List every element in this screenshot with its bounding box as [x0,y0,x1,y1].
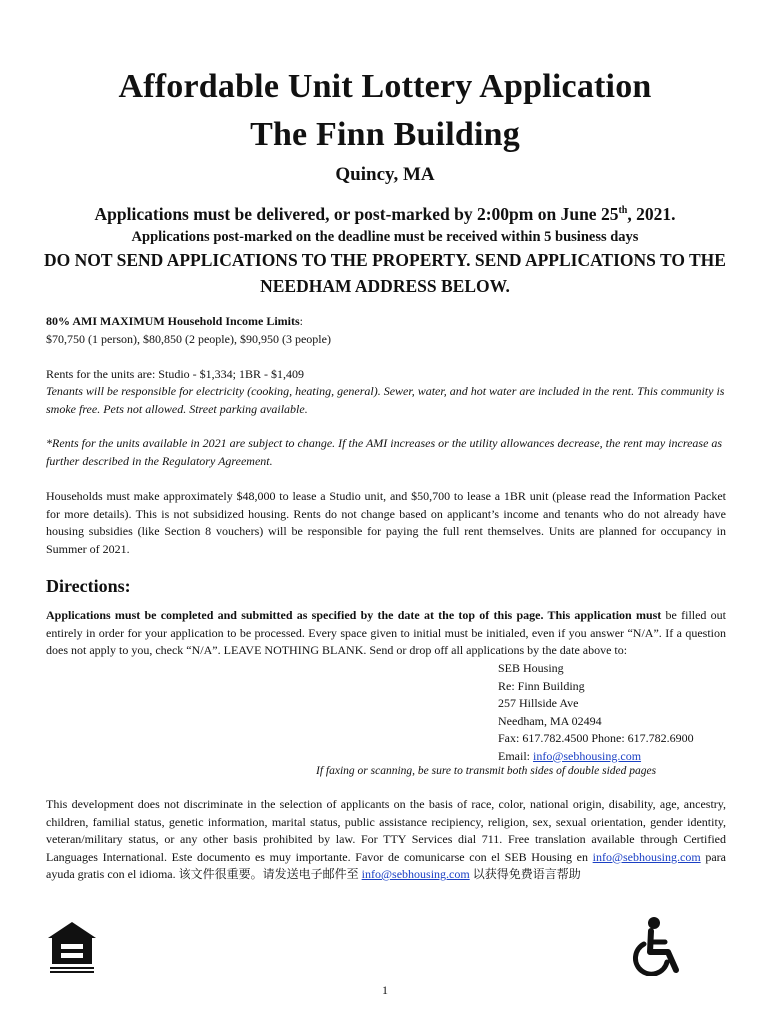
location: Quincy, MA [335,164,435,185]
directions-body: be filled out entirely in order for your application to be processed. Every space given to initial must be initialed, even if you answer “N/A”. If a question does not apply to you, check “N/A”. LEAVE NOTHING BLANK. Send or drop off all applications by the date above to: [46,608,727,657]
directions-heading: Directions: [46,576,131,596]
email-label: Email: [498,748,533,763]
income-values: $70,750 (1 person), $80,850 (2 people), $90,950 (3 people) [46,331,331,346]
deadline-main-prefix: Applications must be delivered, or post-marked by 2:00pm on June 25 [94,204,619,224]
address-email-row [498,748,694,766]
title-line-2: The Finn Building [250,116,520,153]
nondiscrimination-text-1: This development does not discriminate in the selection of applicants on the basis of race, color, national origin, disability, age, ancestry, children, familial status, genetic information, marital status, public assistance recipiency, religion, sex, sexual orientation, gender identity, veteran/military status, or any other basis prohibited by law. For TTY Services dial 711. Free translation available through Certified Languages International. Este documento es muy importante. Favor de comunicarse con el SEB Housing en [46,797,726,864]
equal-housing-opportunity-logo [46,920,98,976]
nondiscrimination-text-3: 以获得免费语言帮助 [469,867,581,881]
rents-note: Tenants will be responsible for electricity (cooking, heating, general). Sewer, water, and hot water are included in the rent. This community is smoke free. Pets not allowed. Street parking available. [46,384,725,416]
deadline-main-suffix: , 2021. [627,204,676,224]
rents-line: Rents for the units are: Studio - $1,334; 1BR - $1,409 [46,367,304,381]
income-label-suffix: : [299,314,304,328]
directions-bold-lead: Applications must be completed and submitted as specified by the date at the top of this page. This application must [46,608,662,622]
nondiscrimination-text-2: para ayuda gratis con el idioma. 该文件很重要。请发送电子邮件至 [46,849,726,881]
households-paragraph: Households must make approximately $48,000 to lease a Studio unit, and $50,700 to lease a 1BR unit (please read the Information Packet for more details). This is not subsidized housing. Rents do not change based on applicant’s income and tenants who do not already have housing subsidies (like Section 8 vouchers) will be responsible for paying the full rent themselves. Units are planned for occupancy in Summer of 2021. [46,489,726,556]
nondiscrimination-email-link-1[interactable]: info@sebhousing.com [592,849,701,864]
title-line-1: Affordable Unit Lottery Application [118,68,652,105]
mailing-address [498,660,694,765]
send-warning: DO NOT SEND APPLICATIONS TO THE PROPERTY. SEND APPLICATIONS TO THE NEEDHAM ADDRESS BELOW. [44,250,726,296]
address-line-4: Needham, MA 02494 [498,713,602,728]
address-line-5: Fax: 617.782.4500 Phone: 617.782.6900 [498,731,694,745]
address-line-1: SEB Housing [498,661,564,675]
address-line-2: Re: Finn Building [498,678,585,693]
deadline-main-sup: th [618,205,628,217]
directions-paragraph [46,607,726,660]
rents-change-note: *Rents for the units available in 2021 are subject to change. If the AMI increases or the utility allowances decrease, the rent may increase as further described in the Regulatory Agreement. [46,436,723,468]
address-line-3: 257 Hillside Ave [498,696,579,710]
page-number: 1 [382,983,388,997]
income-label: 80% AMI MAXIMUM Household Income Limits [46,314,300,328]
nondiscrimination-paragraph [46,796,726,884]
fax-note: If faxing or scanning, be sure to transmit both sides of double sided pages [316,765,657,777]
deadline-main [0,204,770,225]
deadline-secondary: Applications post-marked on the deadline must be received within 5 business days [131,229,639,245]
income-limits [46,313,726,348]
nondiscrimination-email-link-2[interactable]: info@sebhousing.com [361,867,470,881]
wheelchair-accessibility-icon [632,916,686,976]
email-link[interactable]: info@sebhousing.com [533,748,642,763]
